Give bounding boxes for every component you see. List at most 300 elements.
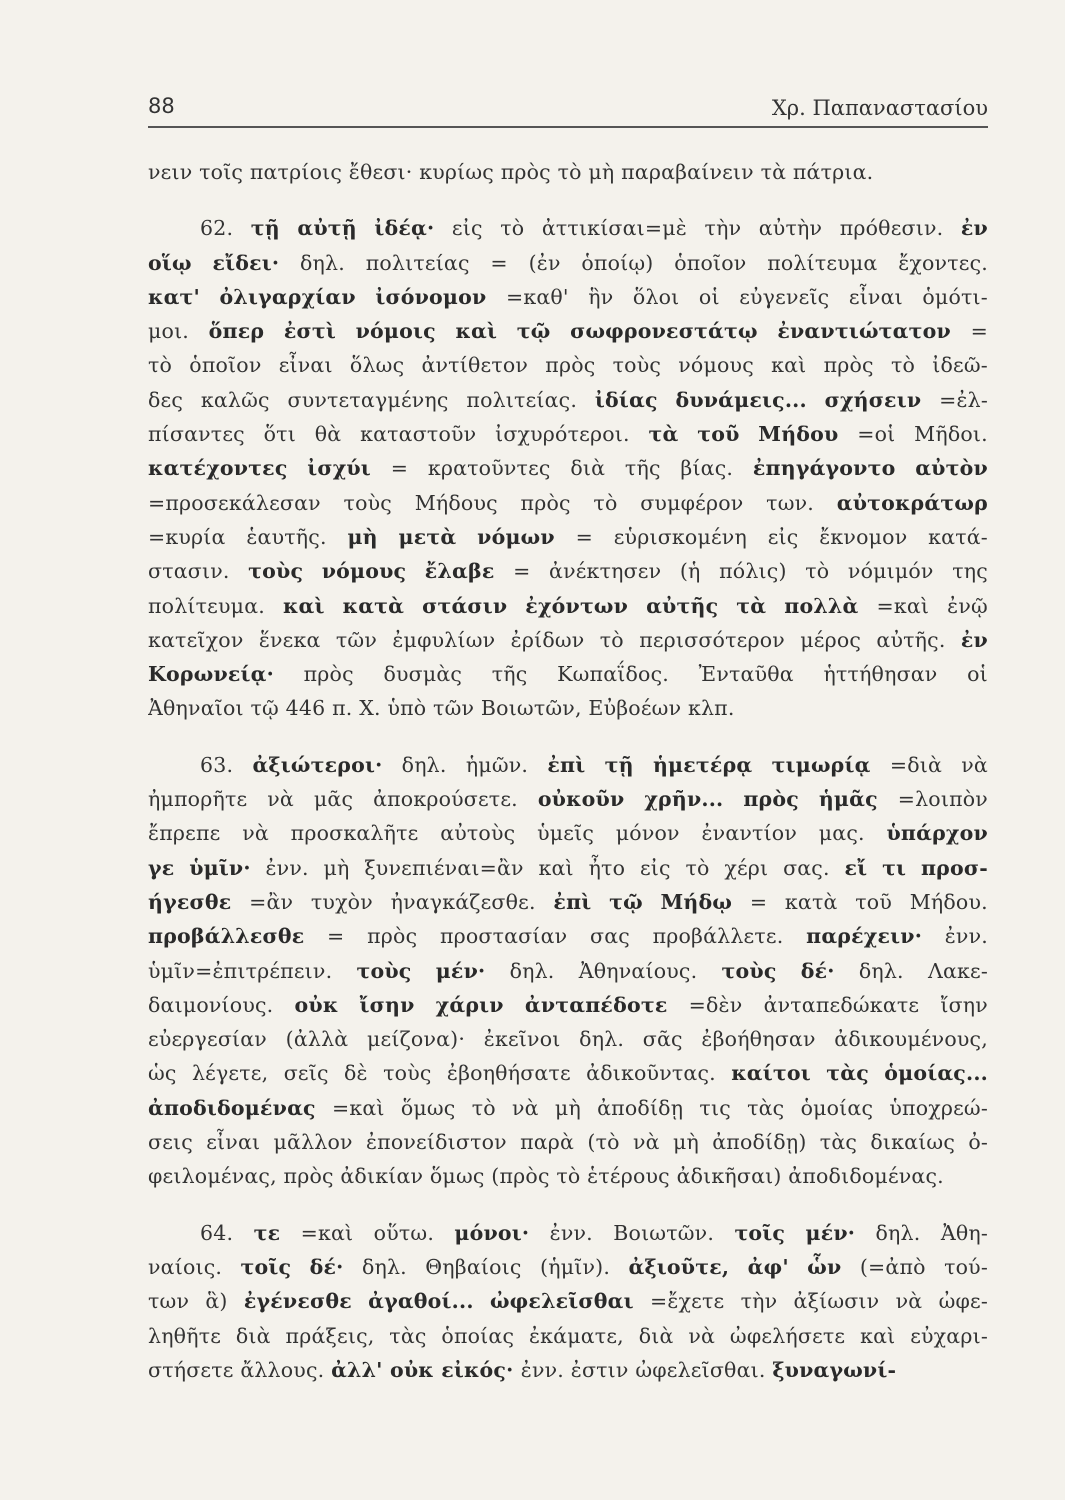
word: (ἡ bbox=[679, 559, 701, 584]
word: ἠναγκάζεσθε. bbox=[390, 889, 536, 914]
word: τὸ bbox=[557, 160, 589, 184]
word: νὰ bbox=[242, 821, 269, 846]
word: δέ· bbox=[800, 958, 835, 983]
word: = bbox=[513, 559, 531, 584]
word: ἡττήθησαν bbox=[823, 662, 938, 687]
word: τοῦ bbox=[697, 422, 740, 447]
word: μας. bbox=[818, 821, 865, 846]
word: διὰ bbox=[235, 1323, 271, 1348]
word: ἐνῷ bbox=[947, 593, 988, 618]
text-line bbox=[148, 520, 988, 554]
word: ἀποδίδῃ) bbox=[712, 1130, 807, 1155]
word: ὅμως bbox=[429, 1164, 492, 1189]
word: (ἡμῖν). bbox=[540, 1254, 611, 1279]
word: ἐμφυλίων bbox=[392, 627, 496, 652]
word: πρὸς bbox=[520, 490, 571, 515]
word: τὰ bbox=[648, 422, 679, 447]
word: (ἐν bbox=[528, 250, 561, 275]
word: (=ἀπὸ bbox=[859, 1254, 926, 1279]
word: ἀγαθοί... bbox=[368, 1289, 474, 1314]
word: λέγετε, bbox=[191, 1061, 269, 1086]
word: νόμοις bbox=[355, 319, 436, 344]
word: μὴ bbox=[347, 524, 378, 549]
word: =καθ' bbox=[505, 284, 569, 309]
word: τοὺς bbox=[343, 490, 392, 515]
text-line bbox=[148, 451, 988, 485]
word: =καὶ bbox=[300, 1220, 354, 1245]
text-line bbox=[148, 748, 988, 782]
paragraph-gap bbox=[148, 726, 988, 748]
word: τὸ bbox=[556, 1164, 588, 1189]
word: σωφρονεστάτῳ bbox=[570, 319, 758, 344]
word: τοὺς bbox=[612, 353, 662, 378]
word: εἶναι bbox=[278, 353, 333, 378]
word: νὰ bbox=[895, 1289, 923, 1314]
word: τῇ bbox=[250, 216, 280, 241]
word: μέρος bbox=[800, 627, 862, 652]
word: ὑμῖν=ἐπιτρέπειν. bbox=[148, 958, 333, 983]
word: τὰς bbox=[389, 1323, 427, 1348]
word: πόλις) bbox=[719, 559, 787, 584]
word: σεῖς bbox=[283, 1061, 329, 1086]
word: τῷ bbox=[250, 696, 286, 721]
word: αὐτῆς bbox=[646, 593, 719, 618]
word: χάριν bbox=[435, 992, 504, 1017]
word: ἄλλους. bbox=[240, 1357, 332, 1382]
word: (πρὸς bbox=[491, 1164, 557, 1189]
word: ἑαυτῆς. bbox=[246, 524, 327, 549]
word: νὰ bbox=[688, 1323, 716, 1348]
word: τι bbox=[882, 855, 907, 880]
word: κατά- bbox=[928, 524, 988, 549]
word: =ἔχετε bbox=[649, 1289, 725, 1314]
word: πίσαντες bbox=[148, 422, 245, 447]
word: ἐπηγάγοντο bbox=[752, 456, 896, 481]
word: ξυνεπιέναι=ἂν bbox=[364, 855, 524, 880]
word: ἐν bbox=[960, 627, 988, 652]
word: πολίτευμα bbox=[767, 250, 878, 275]
word: ἰδέᾳ· bbox=[374, 216, 435, 241]
word: ἐν bbox=[960, 216, 988, 241]
word: Μῆδοι. bbox=[914, 422, 988, 447]
word: νὰ bbox=[632, 1130, 660, 1155]
word: τοὺς bbox=[721, 958, 777, 983]
word: ἀποκρούσετε. bbox=[373, 787, 518, 812]
word: σᾶς bbox=[642, 1027, 683, 1052]
word: εἶναι bbox=[848, 284, 903, 309]
word: ὅμως bbox=[400, 1095, 456, 1120]
word: ἰσόνομον bbox=[375, 284, 487, 309]
word: ἀξιώτεροι· bbox=[252, 752, 383, 777]
word: πρὸς bbox=[500, 160, 558, 184]
word: = bbox=[490, 250, 508, 275]
word: ὠφελεῖσθαι bbox=[489, 1289, 634, 1314]
word: οὐκ bbox=[390, 1357, 442, 1382]
word: ἀντίθετον bbox=[421, 353, 529, 378]
word: ἀξίωσιν bbox=[793, 1289, 880, 1314]
word: ἔθεσι· bbox=[348, 160, 420, 184]
text-line bbox=[148, 554, 988, 588]
word: Μήδου. bbox=[909, 889, 988, 914]
word: καὶ bbox=[860, 1323, 896, 1348]
word: πράξεις, bbox=[285, 1323, 375, 1348]
word: περισσότερον bbox=[639, 627, 785, 652]
word: τιμωρίᾳ bbox=[771, 752, 871, 777]
text-line bbox=[148, 691, 988, 725]
word: ὁποῖον bbox=[674, 250, 747, 275]
word: νὰ bbox=[267, 787, 294, 812]
word: καὶ bbox=[282, 593, 325, 618]
word: 62. bbox=[200, 216, 234, 241]
word: πρὸς bbox=[545, 353, 596, 378]
word: δὲ bbox=[344, 1061, 368, 1086]
word: τῷ bbox=[516, 319, 551, 344]
word: μέν· bbox=[805, 1220, 856, 1245]
word: προστασίαν bbox=[439, 924, 568, 949]
text-line bbox=[148, 1125, 988, 1159]
word: νὰ bbox=[961, 752, 988, 777]
text-line bbox=[148, 589, 988, 623]
paragraph-gap bbox=[148, 1194, 988, 1216]
word: οὐκοῦν bbox=[537, 787, 625, 812]
word: ὧν bbox=[807, 1254, 842, 1279]
word: ἀνταπέδοτε bbox=[524, 992, 668, 1017]
text-line bbox=[148, 1216, 988, 1250]
word: προβάλλεσθε bbox=[148, 924, 305, 949]
word: ἐστὶ bbox=[283, 319, 336, 344]
word: αὐτοὺς bbox=[440, 821, 516, 846]
word: ἐναντιώτατον bbox=[777, 319, 951, 344]
word: ἐγένεσθε bbox=[243, 1289, 352, 1314]
word: ἐκεῖνοι bbox=[483, 1027, 561, 1052]
word: παρέχειν· bbox=[806, 924, 923, 949]
word: ἃ) bbox=[205, 1289, 228, 1314]
text-line bbox=[148, 954, 988, 988]
word: αὐτῆς. bbox=[876, 627, 946, 652]
word: μὴ bbox=[554, 1095, 581, 1120]
word: ὁμότι- bbox=[922, 284, 988, 309]
word: καταστοῦν bbox=[360, 422, 477, 447]
word: τὸ bbox=[471, 1095, 496, 1120]
word: = bbox=[575, 524, 593, 549]
text-line bbox=[148, 1250, 988, 1284]
text-line bbox=[148, 1022, 988, 1056]
running-head: Χρ. Παπαναστασίου bbox=[771, 96, 988, 120]
word: = bbox=[749, 889, 768, 914]
word: οἱ bbox=[967, 662, 988, 687]
word: καὶ bbox=[538, 855, 574, 880]
word: εἰς bbox=[767, 524, 799, 549]
word: =λοιπὸν bbox=[897, 787, 988, 812]
word: τὰ bbox=[760, 160, 793, 184]
word: τοῖς bbox=[199, 160, 250, 184]
word: ὑμῖν· bbox=[189, 855, 251, 880]
word: π. bbox=[332, 696, 360, 721]
word: τυχὸν bbox=[310, 889, 373, 914]
word: μέν· bbox=[435, 958, 486, 983]
word: δηλ. bbox=[401, 752, 447, 777]
word: Θηβαίοις bbox=[425, 1254, 522, 1279]
word: τοὺς bbox=[383, 1061, 432, 1086]
text-line bbox=[148, 383, 988, 417]
word: ἑτέρους bbox=[587, 1164, 677, 1189]
word: μόνοι· bbox=[454, 1220, 530, 1245]
word: τὰς bbox=[826, 1061, 869, 1086]
word: εὐγενεῖς bbox=[739, 284, 830, 309]
word: ἐβοηθήσατε bbox=[446, 1061, 571, 1086]
word: δυσμὰς bbox=[383, 662, 463, 687]
word: διὰ bbox=[570, 456, 606, 481]
word: εἰς bbox=[451, 216, 483, 241]
word: δυνάμεις... bbox=[675, 387, 807, 412]
word: εἴ bbox=[844, 855, 868, 880]
word: γε bbox=[148, 855, 175, 880]
word: ὠφε- bbox=[938, 1289, 988, 1314]
word: δηλ. bbox=[875, 1220, 921, 1245]
word: δες bbox=[148, 387, 184, 412]
text-line bbox=[148, 1319, 988, 1353]
text-line bbox=[148, 782, 988, 816]
word: ἀποδίδῃ bbox=[597, 1095, 684, 1120]
word: πολίτευμα. bbox=[148, 593, 265, 618]
word: Μήδου bbox=[758, 422, 839, 447]
word: ἀνέκτησεν bbox=[549, 559, 662, 584]
word: μόνον bbox=[615, 821, 680, 846]
word: εἰκός· bbox=[441, 1357, 521, 1382]
word: τού- bbox=[944, 1254, 988, 1279]
text-line bbox=[148, 1091, 988, 1125]
word: =προσεκάλεσαν bbox=[148, 490, 321, 515]
word: τῇ bbox=[604, 752, 634, 777]
word: σας bbox=[590, 924, 630, 949]
word: τὸ bbox=[599, 627, 624, 652]
word: μοι. bbox=[148, 319, 190, 344]
word: =ἐλ- bbox=[939, 387, 988, 412]
word: Μήδῳ bbox=[660, 889, 733, 914]
word: ὁποίας bbox=[441, 1323, 515, 1348]
text-line bbox=[148, 486, 988, 520]
page-header bbox=[148, 88, 988, 128]
word: ὁποίῳ) bbox=[581, 250, 654, 275]
word: κατεῖχον bbox=[148, 627, 244, 652]
word: ὁποῖον bbox=[189, 353, 262, 378]
word: θὰ bbox=[314, 422, 342, 447]
paragraph-gap bbox=[148, 189, 988, 211]
word: τε bbox=[253, 1220, 281, 1245]
word: ἰδίας bbox=[594, 387, 658, 412]
word: ἴσην bbox=[940, 992, 988, 1017]
word: στήσετε bbox=[148, 1357, 241, 1382]
word: ἀνταπεδώκατε bbox=[763, 992, 920, 1017]
word: =οἱ bbox=[857, 422, 896, 447]
word: μετὰ bbox=[398, 524, 457, 549]
word: πρὸς bbox=[823, 353, 874, 378]
word: Εὐβοέων bbox=[588, 696, 688, 721]
word: τοῖς bbox=[734, 1220, 786, 1245]
word: ναίοις. bbox=[148, 1254, 223, 1279]
word: ἕνεκα bbox=[258, 627, 321, 652]
word: νειν bbox=[148, 160, 200, 184]
text-line bbox=[148, 280, 988, 314]
word: κατὰ bbox=[342, 593, 405, 618]
word: ὅπερ bbox=[208, 319, 265, 344]
word: ἡμετέρᾳ bbox=[652, 752, 753, 777]
word: ἐστιν bbox=[570, 1357, 636, 1382]
word: ἰσχυρότεροι. bbox=[495, 422, 630, 447]
word: οἱ bbox=[698, 284, 720, 309]
word: αὐτῇ bbox=[297, 216, 357, 241]
word: Λακε- bbox=[927, 958, 988, 983]
word: ἔπρεπε bbox=[148, 821, 221, 846]
word: ἀδικουμένους, bbox=[834, 1027, 988, 1052]
word: Κωπαΐδος. bbox=[557, 662, 669, 687]
word: τὴν bbox=[704, 216, 742, 241]
word: Ἀθηναίους. bbox=[578, 958, 698, 983]
word: Ἀθη- bbox=[940, 1220, 988, 1245]
word: χρῆν... bbox=[644, 787, 724, 812]
word: ἡμᾶς bbox=[818, 787, 878, 812]
word: τῆς bbox=[624, 456, 661, 481]
word: δηλ. bbox=[361, 1254, 407, 1279]
word: νόμων bbox=[477, 524, 555, 549]
word: βίας. bbox=[680, 456, 734, 481]
word: ἐβοήθησαν bbox=[701, 1027, 816, 1052]
word: =καὶ bbox=[876, 593, 930, 618]
word: καλῶς bbox=[200, 387, 270, 412]
word: ἐναντίον bbox=[701, 821, 798, 846]
word: πρὸς bbox=[283, 1164, 341, 1189]
word: συντεταγμένης bbox=[287, 387, 449, 412]
word: ὅλοι bbox=[632, 284, 680, 309]
word: =καὶ bbox=[331, 1095, 385, 1120]
word: κρατοῦντες bbox=[427, 456, 551, 481]
word: ἡμῶν. bbox=[465, 752, 529, 777]
word: τὰς bbox=[819, 1130, 858, 1155]
word: προσ- bbox=[920, 855, 988, 880]
word: ἐνν. bbox=[944, 924, 988, 949]
word: των bbox=[148, 1289, 190, 1314]
text-line bbox=[148, 1159, 988, 1193]
word: ξυναγωνί- bbox=[772, 1357, 897, 1382]
text-line bbox=[148, 348, 988, 382]
word: ὁμοίας... bbox=[884, 1061, 988, 1086]
word: Βοιωτῶν, bbox=[480, 696, 589, 721]
word: τοῦ bbox=[855, 889, 893, 914]
word: 446 bbox=[285, 696, 333, 721]
word: κλπ. bbox=[687, 696, 735, 721]
word: νόμους bbox=[678, 353, 754, 378]
word: προβάλλετε. bbox=[652, 924, 784, 949]
commentary-body bbox=[148, 155, 988, 1387]
text-line bbox=[148, 885, 988, 919]
word: = bbox=[970, 319, 988, 344]
word: σεις bbox=[148, 1130, 193, 1155]
word: ἐνν. bbox=[265, 855, 309, 880]
word: εἶναι bbox=[206, 1130, 261, 1155]
word: μᾶς bbox=[313, 787, 354, 812]
word: ἀδικίαν bbox=[340, 1164, 430, 1189]
text-line bbox=[148, 816, 988, 850]
word: ἐπὶ bbox=[547, 752, 586, 777]
word: εἴδει· bbox=[212, 250, 280, 275]
word: ὅτι bbox=[263, 422, 296, 447]
word: δέ· bbox=[309, 1254, 344, 1279]
word: νόμιμόν bbox=[847, 559, 934, 584]
word: σχήσειν bbox=[824, 387, 922, 412]
word: ἦτο bbox=[588, 855, 626, 880]
word: = bbox=[327, 924, 345, 949]
word: οὕτω. bbox=[373, 1220, 435, 1245]
word: φειλομένας, bbox=[148, 1164, 284, 1189]
word: ἀποδιδομένας bbox=[148, 1095, 316, 1120]
word: ἀξιοῦτε, bbox=[628, 1254, 730, 1279]
word: ἔχοντες. bbox=[898, 250, 988, 275]
word: ἰσχύι bbox=[307, 456, 371, 481]
word: ἐνν. bbox=[520, 1357, 571, 1382]
word: ὁμοίας bbox=[800, 1095, 874, 1120]
word: =ἂν bbox=[249, 889, 294, 914]
word: Βοιωτῶν. bbox=[613, 1220, 715, 1245]
word: εἰς bbox=[639, 855, 671, 880]
word: εὐεργεσίαν bbox=[148, 1027, 267, 1052]
word: ὑπὸ bbox=[387, 696, 434, 721]
word: τοὺς bbox=[248, 559, 304, 584]
word: της bbox=[952, 559, 988, 584]
word: κατέχοντες bbox=[148, 456, 288, 481]
word: τῶν bbox=[433, 696, 481, 721]
word: ἐνν. bbox=[549, 1220, 593, 1245]
text-line bbox=[148, 246, 988, 280]
word: τὸ bbox=[890, 353, 916, 378]
text-line bbox=[148, 211, 988, 245]
word: Χ. bbox=[359, 696, 388, 721]
word: πρὸς bbox=[743, 787, 799, 812]
text-line bbox=[148, 1353, 988, 1387]
word: μὴ bbox=[672, 1130, 699, 1155]
word: ἐχόντων bbox=[525, 593, 629, 618]
word: τὸ bbox=[805, 559, 830, 584]
word: στάσιν bbox=[422, 593, 508, 618]
word: εὐχαρι- bbox=[910, 1323, 988, 1348]
word: ἔκνομον bbox=[819, 524, 908, 549]
text-line bbox=[148, 919, 988, 953]
word: δηλ. bbox=[858, 958, 904, 983]
word: ὀ- bbox=[968, 1130, 988, 1155]
word: αὐτοκράτωρ bbox=[836, 490, 988, 515]
word: οἵῳ bbox=[148, 250, 192, 275]
word: ὠφελήσετε bbox=[729, 1323, 846, 1348]
text-line bbox=[148, 851, 988, 885]
word: σας. bbox=[783, 855, 830, 880]
word: μὴ bbox=[588, 160, 622, 184]
word: ἀποδιδομένας. bbox=[788, 1164, 944, 1189]
word: ἀλλ' bbox=[331, 1357, 390, 1382]
word: εὑρισκομένη bbox=[613, 524, 747, 549]
word: ὑποχρεώ- bbox=[889, 1095, 988, 1120]
word: Ἀθηναῖοι bbox=[148, 696, 251, 721]
word: τὸ bbox=[148, 353, 173, 378]
word: ἀφ' bbox=[747, 1254, 789, 1279]
word: ἀδικοῦντας. bbox=[586, 1061, 716, 1086]
word: ἰδεῶ- bbox=[932, 353, 988, 378]
word: δαιμονίους. bbox=[148, 992, 274, 1017]
text-line bbox=[148, 155, 988, 189]
word: Μήδους bbox=[414, 490, 498, 515]
word: τὰς bbox=[747, 1095, 785, 1120]
word: ἔλαβε bbox=[424, 559, 495, 584]
word: καὶ bbox=[455, 319, 498, 344]
word: παρὰ bbox=[520, 1130, 575, 1155]
